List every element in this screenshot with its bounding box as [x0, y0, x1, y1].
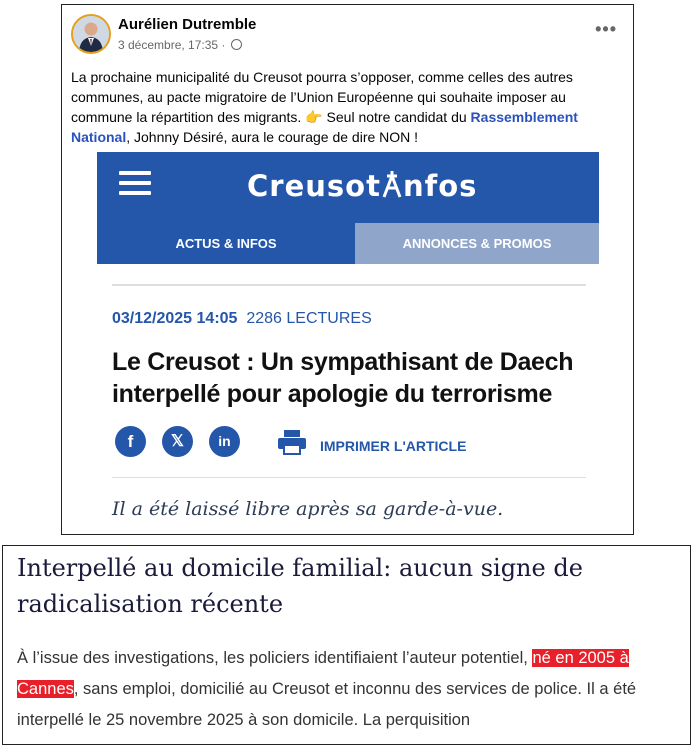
- linkedin-icon[interactable]: in: [209, 426, 240, 457]
- x-icon[interactable]: 𝕏: [162, 426, 193, 457]
- article-date-line: [112, 310, 372, 328]
- logo-text-right: nfos: [402, 169, 478, 203]
- facebook-icon[interactable]: f: [115, 426, 146, 457]
- site-logo[interactable]: [247, 169, 477, 205]
- article-title[interactable]: Le Creusot : Un sympathisant de Daech interpellé pour apologie du terrorisme: [112, 348, 574, 408]
- article-site-header: [97, 152, 599, 264]
- article-date: 03/12/2025 14:05: [112, 310, 238, 327]
- author-name[interactable]: Aurélien Dutremble: [118, 16, 257, 33]
- post-meta: [118, 38, 242, 52]
- logo-text-left: Creusot: [247, 169, 381, 203]
- excerpt-heading: Interpellé au domicile familial: aucun signe de radicalisation récente: [17, 554, 583, 618]
- printer-icon[interactable]: [277, 429, 307, 455]
- article-lead: Il a été laissé libre après sa garde-à-vue.: [112, 498, 504, 520]
- article-reads: 2286 LECTURES: [246, 310, 372, 327]
- post-text-part: La prochaine municipalité du Creusot pourra s’opposer, comme celles des autres communes, au pacte migratoire de l’Union Européenne qui souhaite imposer au commune la répartition des migrants.: [71, 69, 573, 125]
- tab-actus-infos[interactable]: ACTUS & INFOS: [175, 236, 277, 251]
- excerpt-text-part: , sans emploi, domicilié au Creusot et inconnu des services de police. Il a été interpellé le 25 novembre 2025 à son domicile. La perquisition: [17, 680, 637, 729]
- divider: [112, 284, 586, 286]
- pointing-emoji: 👉: [305, 109, 323, 125]
- post-text-part: Seul notre candidat du: [322, 109, 471, 125]
- more-options-button[interactable]: •••: [595, 19, 617, 39]
- globe-icon: [231, 39, 242, 50]
- facebook-post: [61, 4, 634, 535]
- excerpt-text-part: À l’issue des investigations, les policiers identifiaient l’auteur potentiel,: [17, 649, 533, 667]
- post-text: [71, 67, 619, 147]
- rassemblement-national-link[interactable]: Rassemblement National: [71, 109, 578, 145]
- tab-annonces-promos[interactable]: ANNONCES & PROMOS: [355, 223, 599, 264]
- avatar-photo: [73, 16, 109, 52]
- avatar[interactable]: [71, 14, 111, 54]
- print-article-button[interactable]: IMPRIMER L'ARTICLE: [320, 438, 467, 454]
- post-date[interactable]: 3 décembre, 17:35 ·: [118, 38, 226, 52]
- article-excerpt: [2, 545, 691, 745]
- highlighted-text: né en 2005 à Cannes: [17, 649, 629, 698]
- divider: [112, 477, 586, 478]
- excerpt-body: [17, 643, 681, 736]
- post-text-part: , Johnny Désiré, aura le courage de dire NON !: [126, 129, 419, 145]
- hamburger-icon[interactable]: [119, 171, 151, 201]
- logo-tower-icon: [381, 170, 403, 205]
